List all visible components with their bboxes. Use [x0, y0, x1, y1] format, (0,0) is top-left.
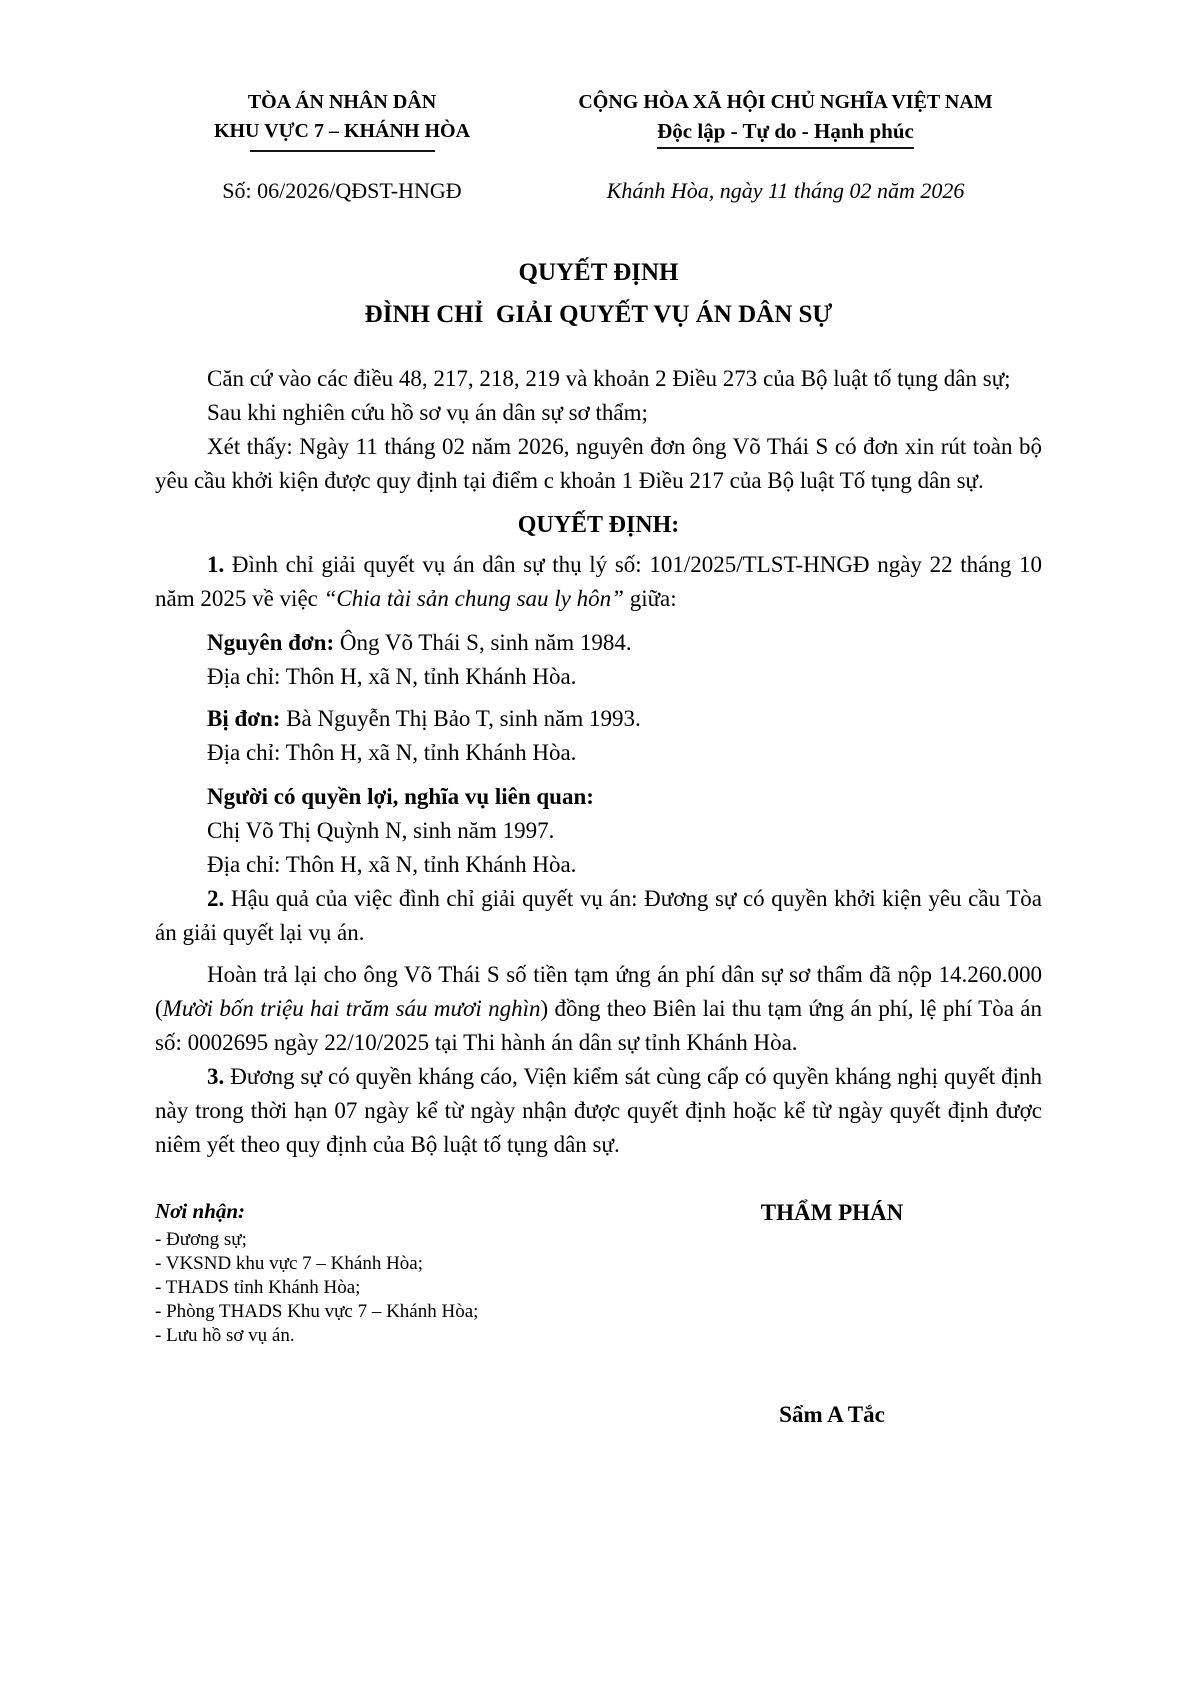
refund-paragraph: [155, 958, 1042, 1060]
court-name-line1: TÒA ÁN NHÂN DÂN: [247, 91, 437, 113]
related-party-name: Chị Võ Thị Quỳnh N, sinh năm 1997.: [207, 818, 555, 843]
recipient-item: - THADS tỉnh Khánh Hòa;: [155, 1277, 361, 1298]
legal-basis-paragraph: Căn cứ vào các điều 48, 217, 218, 219 và khoản 2 Điều 273 của Bộ luật tố tụng dân sự;: [207, 366, 1011, 391]
decision-item-1: [155, 548, 1042, 616]
refund-amount-words: Mười bốn triệu hai trăm sáu mươi nghìn: [162, 996, 541, 1021]
plaintiff-label: Nguyên đơn:: [207, 630, 335, 655]
decision-subtitle: ĐÌNH CHỈ GIẢI QUYẾT VỤ ÁN DÂN SỰ: [364, 301, 833, 328]
decision-item-3: [155, 1060, 1042, 1162]
document-meta-row: [155, 176, 1042, 206]
date-line: Khánh Hòa, ngày 11 tháng 02 năm 2026: [606, 178, 965, 203]
item-1-text-before: Đình chỉ giải quyết vụ án dân sự thụ lý số: 101/2025/TLST-HNGĐ ngày 22 tháng 10 năm 2025 về việc: [155, 552, 1042, 611]
document-body: [155, 362, 1042, 1162]
defendant-name: Bà Nguyễn Thị Bảo T, sinh năm 1993.: [280, 706, 641, 731]
recipient-item: - Đương sự;: [155, 1229, 247, 1250]
court-header: [155, 88, 529, 152]
judge-name: Sẩm A Tắc: [779, 1402, 885, 1427]
plaintiff-name: Ông Võ Thái S, sinh năm 1984.: [334, 630, 632, 655]
decision-heading: QUYẾT ĐỊNH:: [517, 512, 680, 538]
title-block: [155, 256, 1042, 332]
party-plaintiff-address: Địa chỉ: Thôn H, xã N, tỉnh Khánh Hòa.: [207, 664, 577, 689]
refund-text-after: ) đồng theo Biên lai thu tạm ứng án phí, lệ phí Tòa án số: 0002695 ngày 22/10/2025 tại Thi hành án dân sự tỉnh Khánh Hòa.: [155, 996, 1042, 1055]
decision-item-2: [155, 882, 1042, 950]
recipient-item: - Phòng THADS Khu vực 7 – Khánh Hòa;: [155, 1301, 479, 1322]
national-header: [529, 88, 1042, 152]
item-3-text: Đương sự có quyền kháng cáo, Viện kiểm sát cùng cấp có quyền kháng nghị quyết định này trong thời hạn 07 ngày kể từ ngày nhận được quyết định hoặc kể từ ngày quyết định được niêm yết theo quy định của Bộ luật tố tụng dân sự.: [155, 1064, 1042, 1157]
recipients-block: [155, 1198, 622, 1430]
party-plaintiff: [207, 626, 1042, 660]
recipients-label: Nơi nhận:: [155, 1199, 246, 1223]
item-1-number: 1.: [207, 552, 225, 577]
document-header: [155, 88, 1042, 152]
review-paragraph: Sau khi nghiên cứu hồ sơ vụ án dân sự sơ thẩm;: [207, 400, 648, 425]
judge-title: THẨM PHÁN: [760, 1200, 904, 1225]
refund-text-before: Hoàn trả lại cho ông Võ Thái S số tiền tạm ứng án phí dân sự sơ thẩm đã nộp 14.260.000 (: [155, 962, 1042, 1021]
case-name-quote: “Chia tài sản chung sau ly hôn”: [323, 586, 624, 611]
signature-block: [622, 1198, 1042, 1430]
related-party-label-text: Người có quyền lợi, nghĩa vụ liên quan:: [207, 784, 594, 809]
party-defendant: [207, 702, 1042, 736]
item-2-text: Hậu quả của việc đình chỉ giải quyết vụ án: Đương sự có quyền khởi kiện yêu cầu Tòa án giải quyết lại vụ án.: [155, 886, 1042, 945]
item-3-number: 3.: [207, 1064, 225, 1089]
court-name-line2: KHU VỰC 7 – KHÁNH HÒA: [213, 120, 471, 142]
recipient-item: - VKSND khu vực 7 – Khánh Hòa;: [155, 1253, 424, 1274]
decision-title: QUYẾT ĐỊNH: [518, 259, 679, 286]
item-1-text-after: giữa:: [623, 586, 677, 611]
item-2-number: 2.: [207, 886, 225, 911]
document-number: Số: 06/2026/QĐST-HNGĐ: [222, 178, 462, 203]
recipients-list: [155, 1228, 622, 1348]
related-party-label: [207, 780, 1042, 814]
related-party-address: Địa chỉ: Thôn H, xã N, tỉnh Khánh Hòa.: [207, 852, 577, 877]
findings-paragraph: Xét thấy: Ngày 11 tháng 02 năm 2026, nguyên đơn ông Võ Thái S có đơn xin rút toàn bộ yêu cầu khởi kiện được quy định tại điểm c khoản 1 Điều 217 của Bộ luật Tố tụng dân sự.: [155, 434, 1042, 493]
party-defendant-address: Địa chỉ: Thôn H, xã N, tỉnh Khánh Hòa.: [207, 740, 577, 765]
document-footer: [155, 1198, 1042, 1430]
court-underline: [250, 150, 435, 152]
defendant-label: Bị đơn:: [207, 706, 281, 731]
national-motto-line2: Độc lập - Tự do - Hạnh phúc: [657, 117, 914, 149]
national-motto-line1: CỘNG HÒA XÃ HỘI CHỦ NGHĨA VIỆT NAM: [578, 91, 993, 113]
recipient-item: - Lưu hồ sơ vụ án.: [155, 1325, 295, 1346]
